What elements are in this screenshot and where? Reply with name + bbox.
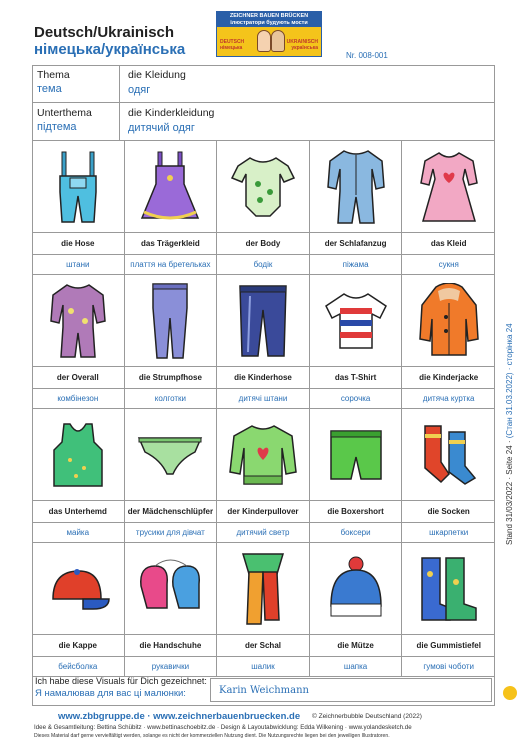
logo-figure-icon (257, 30, 271, 52)
word-german: das Unterhemd (32, 501, 124, 523)
pinafore-dress-icon (125, 141, 217, 233)
word-ukrainian: дитячі штани (238, 394, 288, 403)
word-ukrainian: бодік (253, 260, 273, 269)
vocab-item (125, 409, 218, 543)
vocab-item (310, 141, 403, 275)
word-german: das Trägerkleid (125, 233, 217, 255)
boxer-shorts-icon (310, 409, 402, 501)
word-ukrainian: сукня (438, 260, 459, 269)
subtopic-label-de: Unterthema (37, 107, 92, 119)
word-german: die Kappe (32, 635, 124, 657)
vocab-item (217, 409, 310, 543)
word-ukrainian: шапка (343, 662, 368, 671)
logo-band: ZEICHNER BAUEN BRÜCKEN ілюстратори будують мости (217, 12, 321, 27)
vocab-item (125, 141, 218, 275)
word-german: der Kinderpullover (217, 501, 309, 523)
word-ukrainian: гумові чоботи (423, 662, 474, 671)
word-german: das Kleid (402, 233, 495, 255)
word-ukrainian: сорочка (340, 394, 371, 403)
scarf-icon (217, 543, 309, 635)
word-german: die Handschuhe (125, 635, 217, 657)
cap-icon (32, 543, 124, 635)
word-german: die Boxershort (310, 501, 402, 523)
title-german: Deutsch/Ukrainisch (34, 24, 175, 41)
topic-value-uk: одяг (128, 84, 151, 96)
word-ukrainian: шкарпетки (429, 528, 469, 537)
panties-icon (125, 409, 217, 501)
subtopic-value-uk: дитячий одяг (128, 122, 195, 134)
word-german: die Socken (402, 501, 495, 523)
subtopic-label-uk: підтема (37, 121, 77, 133)
word-german: der Body (217, 233, 309, 255)
topic-value-de: die Kleidung (128, 69, 186, 81)
drawn-by-label-uk: Я намалював для вас ці малюнки: (35, 688, 186, 699)
word-ukrainian: шалик (251, 662, 275, 671)
word-ukrainian: плаття на бретельках (130, 260, 211, 269)
topic-row (32, 65, 495, 103)
tshirt-icon (310, 275, 402, 367)
title-ukrainian: німецька/українська (34, 41, 186, 58)
vocab-item (217, 275, 310, 409)
logo-figure-icon (271, 30, 285, 52)
word-german: das T-Shirt (310, 367, 402, 389)
vocab-item (402, 543, 495, 677)
drawn-by-label-de: Ich habe diese Visuals für Dich gezeichnet: (35, 676, 207, 686)
word-german: der Mädchenschlüpfer (125, 501, 217, 523)
word-ukrainian: боксери (340, 528, 371, 537)
page-stand-vertical: Stand 31/03/2022 · Seite 24 · (Стан 31.03.2022) · сторінка 24 (505, 323, 514, 545)
vocab-item (310, 409, 403, 543)
overalls-icon (32, 141, 124, 233)
trousers-icon (217, 275, 309, 367)
word-ukrainian: піжама (342, 260, 369, 269)
subtopic-row (32, 103, 495, 141)
topic-label-de: Thema (37, 69, 70, 81)
word-ukrainian: рукавички (151, 662, 190, 671)
sweater-icon (217, 409, 309, 501)
subtopic-value-de: die Kinderkleidung (128, 107, 215, 119)
document-number: Nr. 008-001 (346, 51, 388, 60)
vocab-item (310, 543, 403, 677)
tights-icon (125, 275, 217, 367)
vocab-item (32, 409, 125, 543)
jacket-icon (402, 275, 495, 367)
word-german: die Hose (32, 233, 124, 255)
word-german: die Kinderjacke (402, 367, 495, 389)
word-ukrainian: трусики для дівчат (135, 528, 205, 537)
word-ukrainian: дитячий светр (236, 528, 290, 537)
vocab-item (402, 275, 495, 409)
word-german: die Strumpfhose (125, 367, 217, 389)
word-ukrainian: майка (66, 528, 90, 537)
word-ukrainian: комбінезон (57, 394, 99, 403)
word-german: die Gummistiefel (402, 635, 495, 657)
word-german: der Schlafanzug (310, 233, 402, 255)
word-german: der Schal (217, 635, 309, 657)
vocab-item (310, 275, 403, 409)
zeichner-bauen-bruecken-logo (216, 11, 322, 57)
vocab-item (32, 275, 125, 409)
word-german: die Kinderhose (217, 367, 309, 389)
beanie-icon (310, 543, 402, 635)
socks-icon (402, 409, 495, 501)
word-german: die Mütze (310, 635, 402, 657)
sleepsuit-icon (310, 141, 402, 233)
vocab-item (217, 543, 310, 677)
topic-label-uk: тема (37, 83, 62, 95)
word-ukrainian: бейсболка (58, 662, 98, 671)
logo-left-label: DEUTSCH німецька (220, 39, 245, 51)
illustrator-row (32, 674, 495, 706)
rubber-boots-icon (402, 543, 495, 635)
usage-notice: Dieses Material darf gerne vervielfältigt werden, solange es nicht der kommerziellen Nutzung dient. Die Nutzungsrechte liegen bei den jeweiligen Illustratoren. (34, 733, 390, 739)
illustrator-name: Karin Weichmann (219, 685, 309, 696)
copyright: © Zeichnerbubble Deutschland (2022) (312, 713, 422, 720)
mittens-icon (125, 543, 217, 635)
word-ukrainian: колготки (154, 394, 186, 403)
website-links[interactable]: www.zbbgruppe.de · www.zeichnerbauenbruecken.de (58, 711, 301, 722)
bodysuit-icon (217, 141, 309, 233)
vocab-item (125, 275, 218, 409)
yellow-dot-icon (503, 686, 517, 700)
vocab-item (217, 141, 310, 275)
credits-line: Idee & Gesamtleitung: Bettina Schübitz · www.bettinaschoebitz.de · Design & Layoutabwicklung: Edda Wilkening · www.yolandesketch.de (34, 724, 412, 731)
vocab-item (32, 543, 125, 677)
vocab-item (402, 409, 495, 543)
romper-icon (32, 275, 124, 367)
logo-right-label: UKRAINISCH українська (286, 39, 318, 51)
vocab-item (125, 543, 218, 677)
vocab-item (32, 141, 125, 275)
dress-icon (402, 141, 495, 233)
undershirt-icon (32, 409, 124, 501)
word-ukrainian: штани (66, 260, 90, 269)
vocab-item (402, 141, 495, 275)
word-german: der Overall (32, 367, 124, 389)
word-ukrainian: дитяча куртка (422, 394, 475, 403)
illustrator-box (210, 678, 492, 702)
